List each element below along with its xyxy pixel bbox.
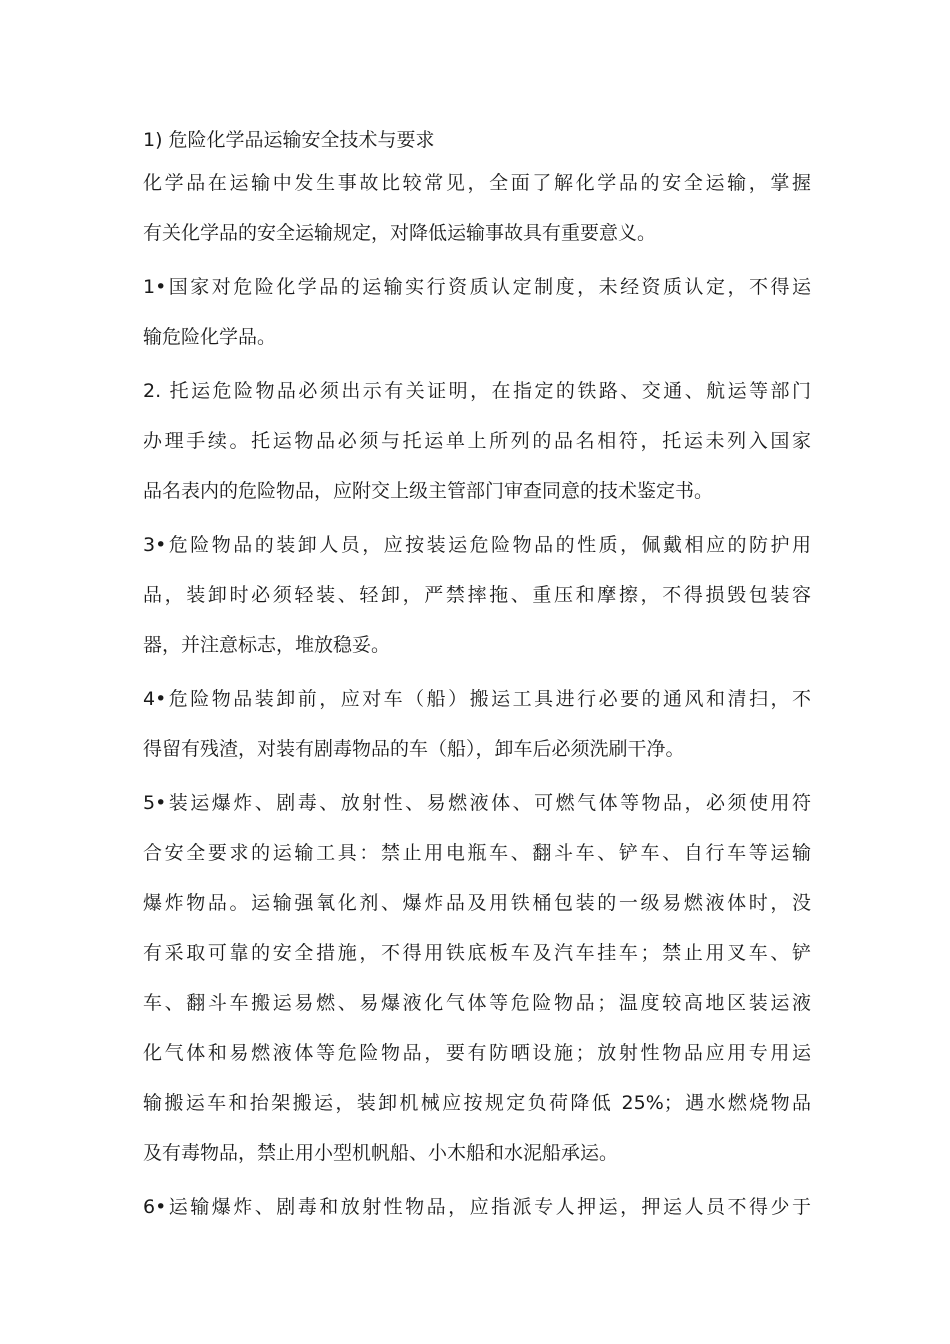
section-heading: 1) 危险化学品运输安全技术与要求 (143, 129, 435, 151)
paragraph-line: 输搬运车和抬架搬运，装卸机械应按规定负荷降低 25%；遇水燃烧物品 (143, 1092, 811, 1114)
paragraph-line: 输危险化学品。 (143, 326, 277, 348)
paragraph-item-6 (143, 1182, 811, 1232)
paragraph-line: 有采取可靠的安全措施，不得用铁底板车及汽车挂车；禁止用叉车、铲 (143, 942, 811, 964)
paragraph-line: 1•国家对危险化学品的运输实行资质认定制度，未经资质认定，不得运 (143, 276, 811, 298)
paragraph-line: 器，并注意标志，堆放稳妥。 (143, 634, 391, 656)
paragraph-line: 有关化学品的安全运输规定，对降低运输事故具有重要意义。 (143, 222, 657, 244)
paragraph-line: 合安全要求的运输工具：禁止用电瓶车、翻斗车、铲车、自行车等运输 (143, 842, 811, 864)
document-body (143, 122, 811, 1236)
paragraph-item-5 (143, 778, 811, 1178)
paragraph-line: 化气体和易燃液体等危险物品，要有防晒设施；放射性物品应用专用运 (143, 1042, 811, 1064)
paragraph-line: 5•装运爆炸、剧毒、放射性、易燃液体、可燃气体等物品，必须使用符 (143, 792, 811, 814)
paragraph-item-2 (143, 366, 811, 516)
paragraph-line: 车、翻斗车搬运易燃、易爆液化气体等危险物品；温度较高地区装运液 (143, 992, 811, 1014)
paragraph-line: 得留有残渣，对装有剧毒物品的车（船），卸车后必须洗刷干净。 (143, 738, 685, 760)
paragraph-line: 2. 托运危险物品必须出示有关证明，在指定的铁路、交通、航运等部门 (143, 380, 811, 402)
paragraph-line: 6•运输爆炸、剧毒和放射性物品，应指派专人押运，押运人员不得少于 (143, 1196, 811, 1218)
paragraph-item-1 (143, 262, 811, 362)
paragraph-line: 办理手续。托运物品必须与托运单上所列的品名相符，托运未列入国家 (143, 430, 811, 452)
paragraph-line: 4•危险物品装卸前，应对车（船）搬运工具进行必要的通风和清扫，不 (143, 688, 811, 710)
paragraph-line: 品，装卸时必须轻装、轻卸，严禁摔拖、重压和摩擦，不得损毁包装容 (143, 584, 811, 606)
paragraph-intro (143, 158, 811, 258)
paragraph-line: 3•危险物品的装卸人员，应按装运危险物品的性质，佩戴相应的防护用 (143, 534, 811, 556)
paragraph-line: 爆炸物品。运输强氧化剂、爆炸品及用铁桶包装的一级易燃液体时，没 (143, 892, 811, 914)
paragraph-line: 化学品在运输中发生事故比较常见，全面了解化学品的安全运输，掌握 (143, 172, 811, 194)
paragraph-line: 及有毒物品，禁止用小型机帆船、小木船和水泥船承运。 (143, 1142, 619, 1164)
paragraph-item-4 (143, 674, 811, 774)
paragraph-line: 品名表内的危险物品，应附交上级主管部门审查同意的技术鉴定书。 (143, 480, 714, 502)
paragraph-item-3 (143, 520, 811, 670)
